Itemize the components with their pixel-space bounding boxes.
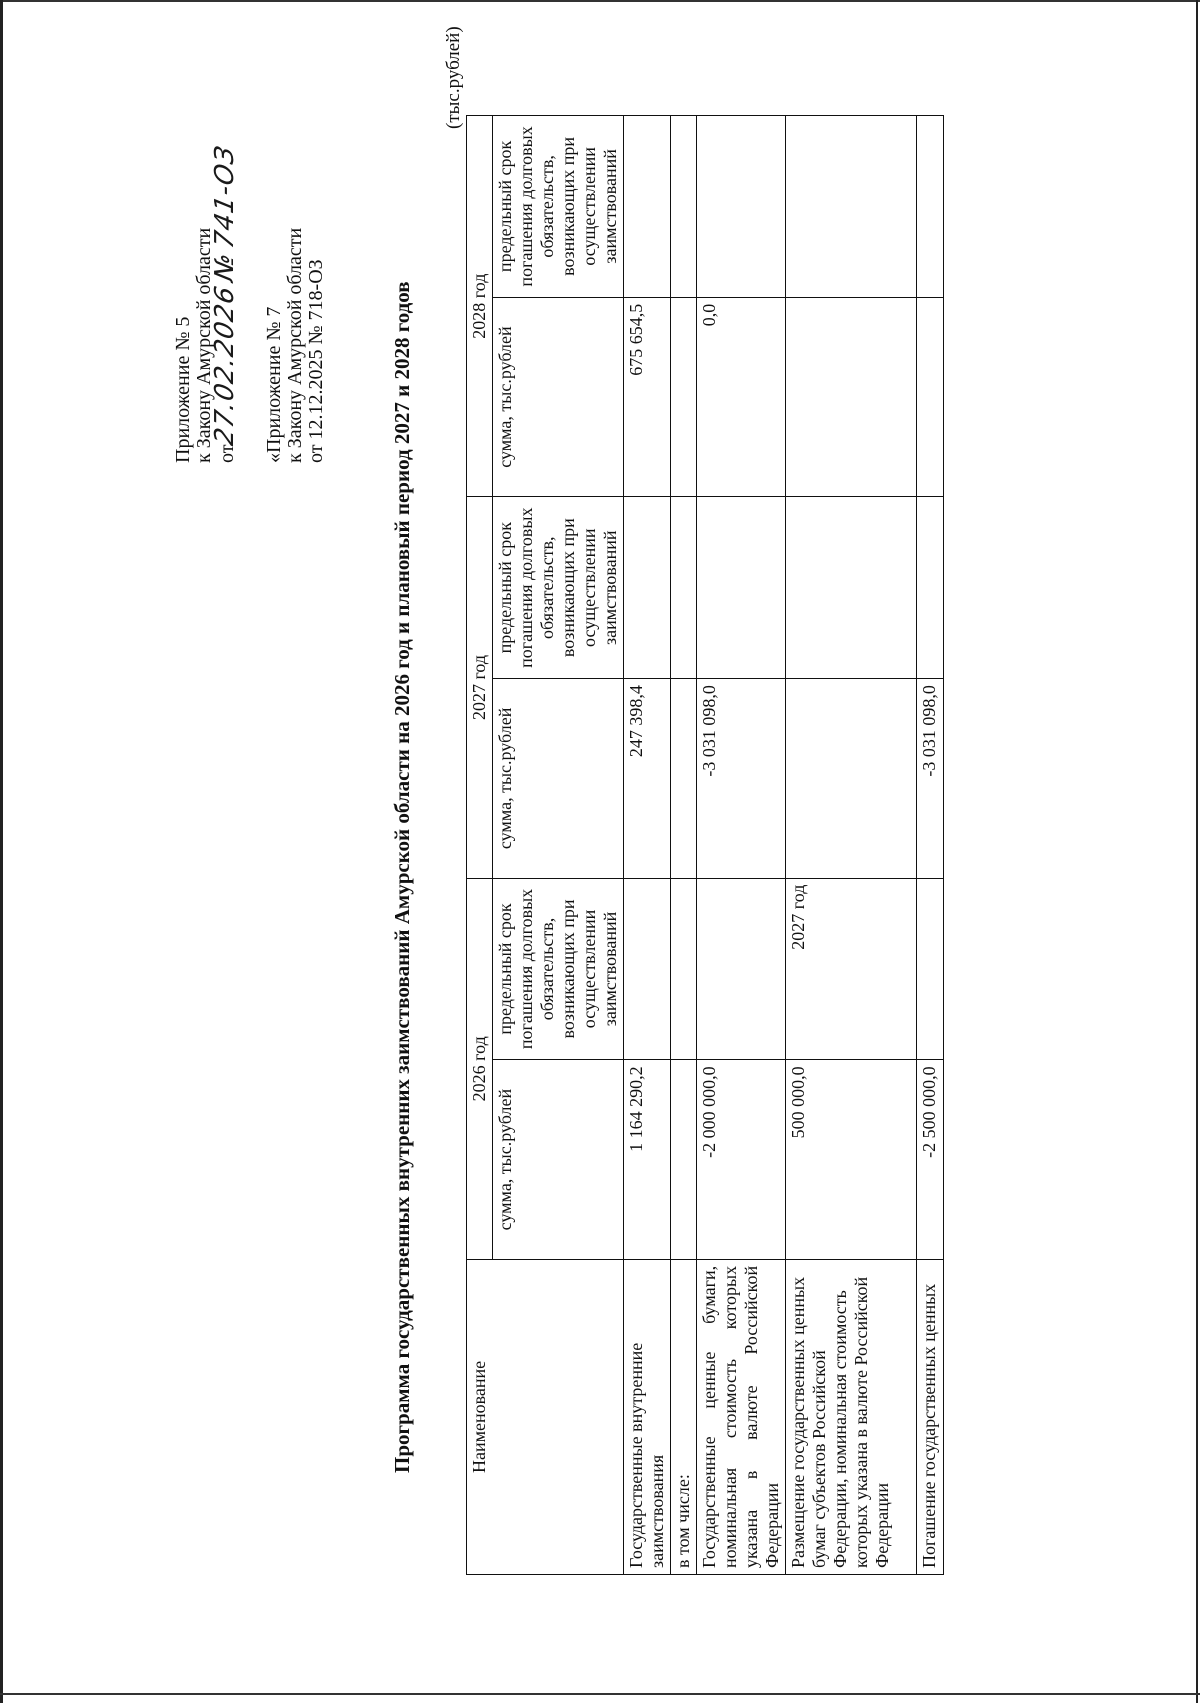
row-name: Погашение государственных ценных — [917, 1259, 944, 1574]
header-sum-2028: сумма, тыс.рублей — [493, 297, 624, 497]
row-name: Государственные внутренние заимствования — [624, 1259, 671, 1574]
term-2027 — [624, 497, 671, 679]
annex-number: Приложение № 5 — [172, 316, 194, 463]
term-2027 — [671, 497, 697, 679]
term-2027 — [697, 497, 786, 679]
borrowing-program-table — [466, 115, 944, 1575]
header-sum-2026: сумма, тыс.рублей — [493, 1060, 624, 1260]
handwritten-date: 27.02.2026 — [210, 282, 240, 448]
sum-2028 — [917, 297, 944, 497]
sum-2027: 247 398,4 — [624, 679, 671, 879]
sum-2028: 675 654,5 — [624, 297, 671, 497]
term-2028 — [671, 116, 697, 298]
sum-2026: 1 164 290,2 — [624, 1060, 671, 1260]
header-term-2027: предельный срок погашения долговых обязательств, возникающих при осуществлении заимствований — [493, 497, 624, 679]
term-2028 — [624, 116, 671, 298]
term-2026 — [917, 878, 944, 1060]
handwritten-law-number: 741-ОЗ — [210, 142, 240, 251]
annex-block — [173, 83, 327, 463]
term-2028 — [917, 116, 944, 298]
sum-2027 — [671, 679, 697, 879]
unit-note: (тыс.рублей) — [443, 26, 464, 129]
prev-annex-date: от 12.12.2025 № 718-ОЗ — [305, 259, 327, 463]
annex-law-ref: к Закону Амурской области — [193, 227, 215, 463]
annex-date-prefix: от — [216, 444, 238, 463]
header-term-2028: предельный срок погашения долговых обязательств, возникающих при осуществлении заимствований — [493, 116, 624, 298]
term-2027 — [786, 497, 917, 679]
header-year-2028: 2028 год — [467, 116, 493, 497]
sum-2026: 500 000,0 — [786, 1060, 917, 1260]
table-row — [671, 116, 697, 1575]
header-sum-2027: сумма, тыс.рублей — [493, 679, 624, 879]
handwritten-number-sign: № — [210, 249, 240, 284]
header-year-2026: 2026 год — [467, 878, 493, 1259]
sum-2028: 0,0 — [697, 297, 786, 497]
term-2028 — [786, 116, 917, 298]
header-year-2027: 2027 год — [467, 497, 493, 878]
sum-2026 — [671, 1060, 697, 1260]
table-header-row-years — [467, 116, 493, 1575]
document-title: Программа государственных внутренних заимствований Амурской области на 2026 год и плановый период 2027 и 2028 годов — [390, 281, 414, 1473]
table-row — [697, 116, 786, 1575]
annex-date-line — [210, 83, 240, 463]
table-row — [917, 116, 944, 1575]
table-row — [786, 116, 917, 1575]
term-2026 — [697, 878, 786, 1060]
prev-annex-law-ref: к Закону Амурской области — [284, 227, 306, 463]
sum-2027: -3 031 098,0 — [697, 679, 786, 879]
prev-annex-number: «Приложение № 7 — [263, 306, 285, 463]
row-name: Государственные ценные бумаги, номинальная стоимость которых указана в валюте Российской Федерации — [697, 1259, 786, 1574]
header-name: Наименование — [467, 1259, 624, 1574]
sum-2028 — [786, 297, 917, 497]
sum-2027: -3 031 098,0 — [917, 679, 944, 879]
row-name: в том числе: — [671, 1259, 697, 1574]
term-2026 — [624, 878, 671, 1060]
sum-2027 — [786, 679, 917, 879]
term-2027 — [917, 497, 944, 679]
term-2026 — [671, 878, 697, 1060]
table-row — [624, 116, 671, 1575]
row-name: Размещение государственных ценных бумаг субъектов Российской Федерации, номинальная стоимость которых указана в валюте Российской Федерации — [786, 1259, 917, 1574]
sum-2026: -2 500 000,0 — [917, 1060, 944, 1260]
sum-2028 — [671, 297, 697, 497]
sum-2026: -2 000 000,0 — [697, 1060, 786, 1260]
term-2028 — [697, 116, 786, 298]
term-2026: 2027 год — [786, 878, 917, 1060]
header-term-2026: предельный срок погашения долговых обязательств, возникающих при осуществлении заимствований — [493, 878, 624, 1060]
